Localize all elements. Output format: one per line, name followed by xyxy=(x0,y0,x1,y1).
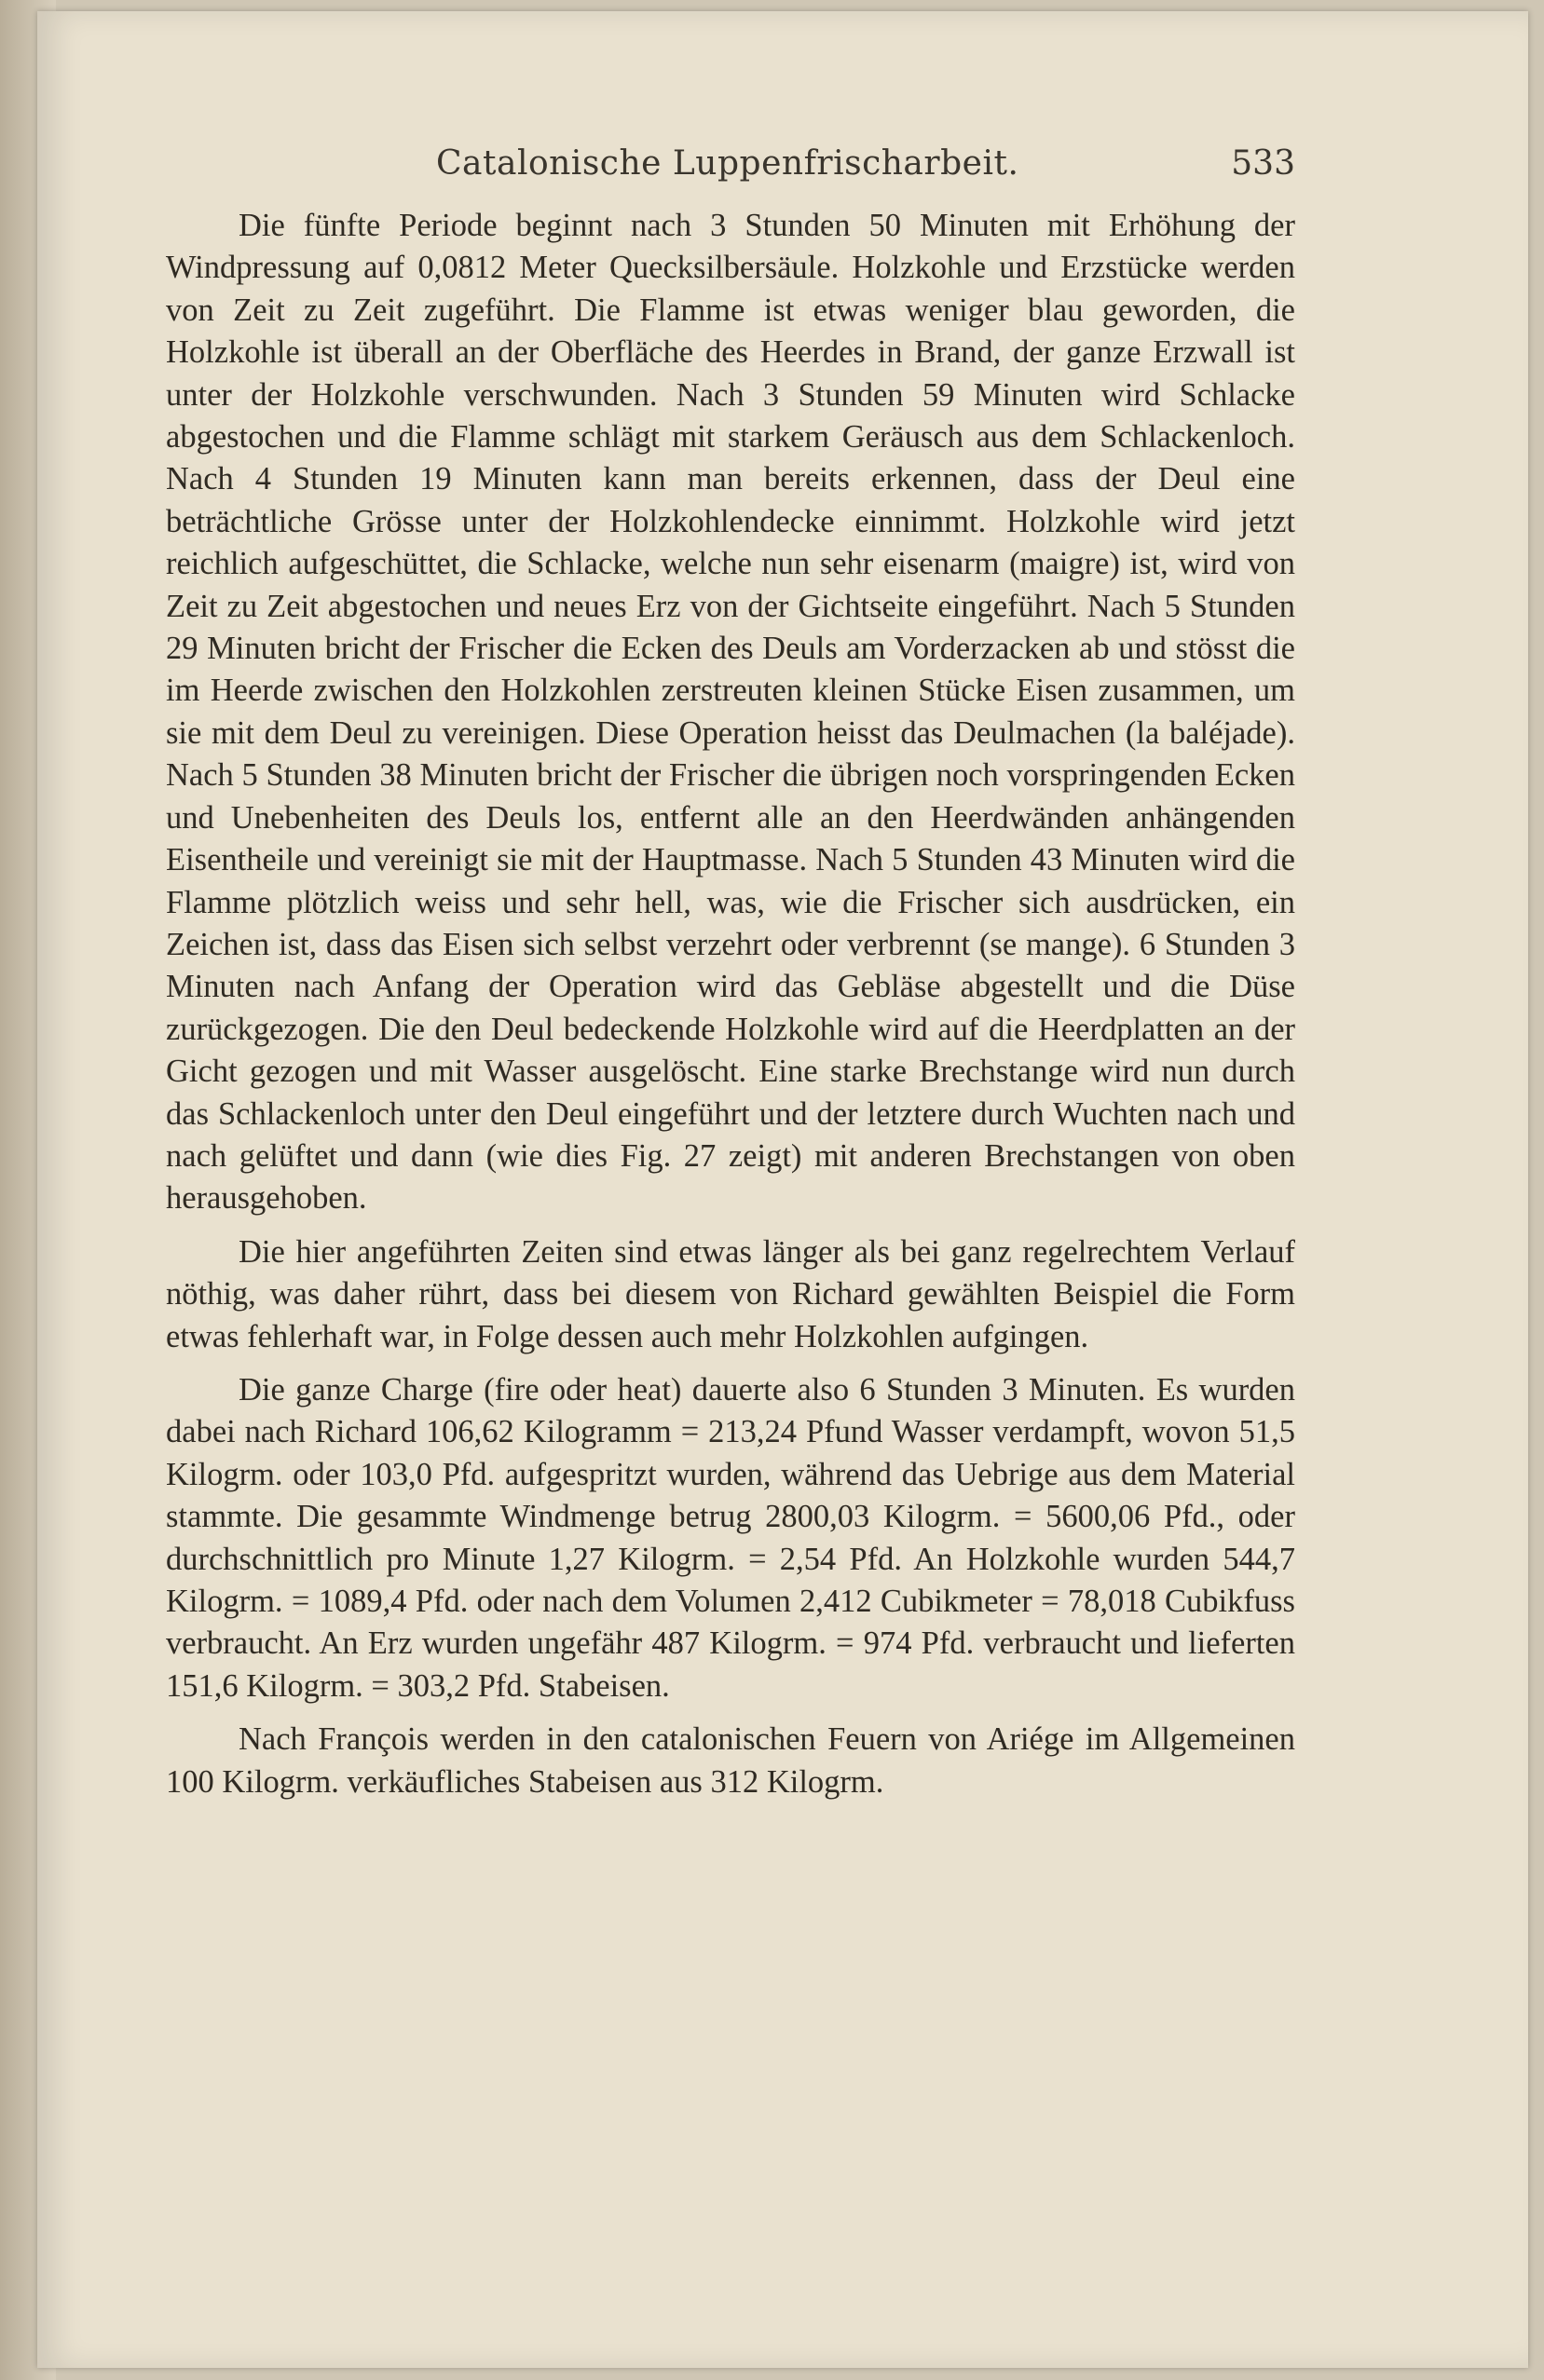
page-number: 533 xyxy=(1231,144,1295,183)
paragraph: Nach François werden in den catalonischen Feuern von Ariége im Allgemeinen 100 Kilogrm. verkäufliches Stabeisen aus 312 Kilogrm. xyxy=(166,1721,1295,1800)
paragraph: Die ganze Charge (fire oder heat) dauerte also 6 Stunden 3 Minuten. Es wurden dabei nach Richard 106,62 Kilogramm = 213,24 Pfund Wasser verdampft, wovon 51,5 Kilogrm. oder 103,0 Pfd. aufgespritzt wurden, während das Uebrige aus dem Material stammte. Die gesammte Windmenge betrug 2800,03 Kilogrm. = 5600,06 Pfd., oder durchschnittlich pro Minute 1,27 Kilogrm. = 2,54 Pfd. An Holzkohle wurden 544,7 Kilogrm. = 1089,4 Pfd. oder nach dem Volumen 2,412 Cubikmeter = 78,018 Cubikfuss verbraucht. An Erz wurden ungefähr 487 Kilogrm. = 974 Pfd. verbraucht und lieferten 151,6 Kilogrm. = 303,2 Pfd. Stabeisen. xyxy=(166,1371,1295,1704)
paragraph: Die fünfte Periode beginnt nach 3 Stunden 50 Minuten mit Erhöhung der Windpressung auf 0,0812 Meter Quecksilbersäule. Holzkohle und Erzstücke werden von Zeit zu Zeit zugeführt. Die Flamme ist etwas weniger blau geworden, die Holzkohle ist überall an der Oberfläche des Heerdes in Brand, der ganze Erzwall ist unter der Holzkohle verschwunden. Nach 3 Stunden 59 Minuten wird Schlacke abgestochen und die Flamme schlägt mit starkem Geräusch aus dem Schlackenloch. Nach 4 Stunden 19 Minuten kann man bereits erkennen, dass der Deul eine beträchtliche Grösse unter der Holzkohlendecke einnimmt. Holzkohle wird jetzt reichlich aufgeschüttet, die Schlacke, welche nun sehr eisenarm (maigre) ist, wird von Zeit zu Zeit abgestochen und neues Erz von der Gichtseite eingeführt. Nach 5 Stunden 29 Minuten bricht der Frischer die Ecken des Deuls am Vorderzacken ab und stösst die im Heerde zwischen den Holzkohlen zerstreuten kleinen Stücke Eisen zusammen, um sie mit dem Deul zu vereinigen. Diese Operation heisst das Deulmachen (la baléjade). Nach 5 Stunden 38 Minuten bricht der Frischer die übrigen noch vorspringenden Ecken und Unebenheiten des Deuls los, entfernt alle an den Heerdwänden anhängenden Eisentheile und vereinigt sie mit der Hauptmasse. Nach 5 Stunden 43 Minuten wird die Flamme plötzlich weiss und sehr hell, was, wie die Frischer sich ausdrücken, ein Zeichen ist, dass das Eisen sich selbst verzehrt oder verbrennt (se mange). 6 Stunden 3 Minuten nach Anfang der Operation wird das Gebläse abgestellt und die Düse zurückgezogen. Die den Deul bedeckende Holzkohle wird auf die Heerdplatten an der Gicht gezogen und mit Wasser ausgelöscht. Eine starke Brechstange wird nun durch das Schlackenloch unter den Deul eingeführt und der letztere durch Wuchten nach und nach gelüftet und dann (wie dies Fig. 27 zeigt) mit anderen Brechstangen von oben herausgehoben. xyxy=(166,208,1295,1217)
running-title: Catalonische Luppenfrischarbeit. xyxy=(436,144,1019,183)
body-text xyxy=(166,205,1295,1803)
running-head xyxy=(166,144,1295,191)
paragraph: Die hier angeführten Zeiten sind etwas länger als bei ganz regelrechtem Verlauf nöthig, was daher rührt, dass bei diesem von Richard gewählten Beispiel die Form etwas fehlerhaft war, in Folge dessen auch mehr Holzkohlen aufgingen. xyxy=(166,1233,1295,1354)
